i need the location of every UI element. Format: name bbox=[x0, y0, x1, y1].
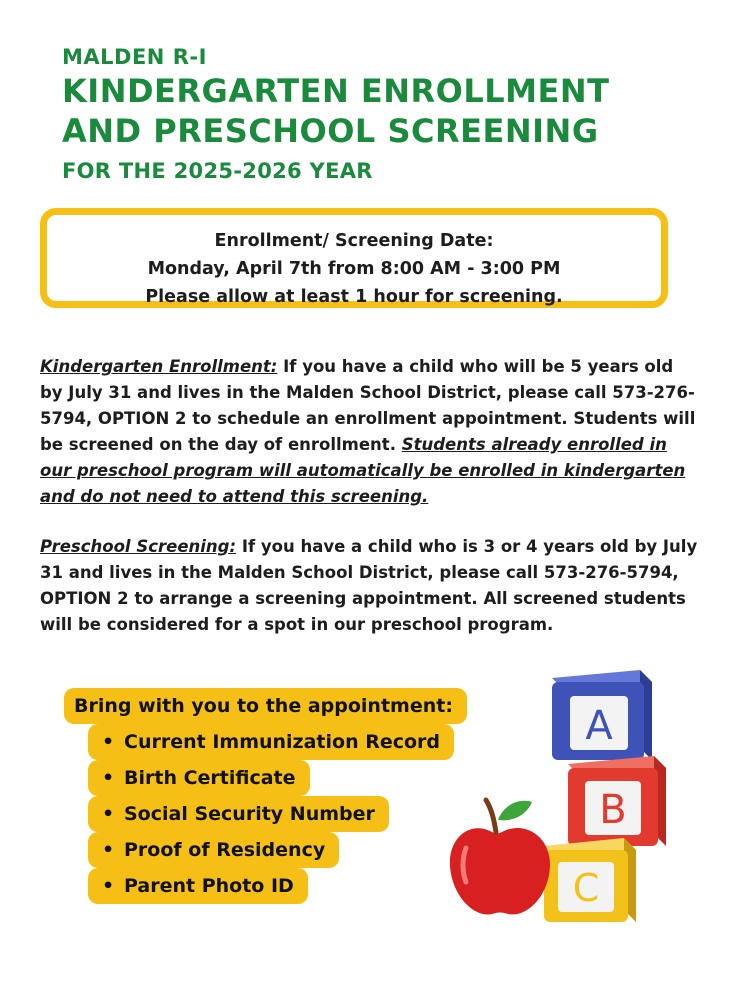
kindergarten-note: Students already enrolled in our preschool program will automatically be enrolled in kindergarten and do not need to attend this screening. bbox=[40, 435, 686, 506]
bring-item bbox=[88, 724, 454, 760]
bring-item-label: Birth Certificate bbox=[124, 767, 296, 789]
block-b bbox=[568, 756, 666, 846]
block-c-letter: C bbox=[572, 866, 600, 910]
preschool-paragraph bbox=[40, 534, 700, 638]
kindergarten-body: If you have a child who will be 5 years old by July 31 and lives in the Malden School District, please call 573-276-5794, OPTION 2 to schedule an enrollment appointment. Students will be screened on the day of enrollment. bbox=[40, 357, 696, 454]
bullet: • bbox=[102, 875, 115, 897]
bullet: • bbox=[102, 839, 115, 861]
block-c bbox=[544, 838, 636, 922]
bring-item bbox=[88, 796, 389, 832]
bring-item-label: Proof of Residency bbox=[124, 839, 326, 861]
date-box-line-1: Enrollment/ Screening Date: bbox=[214, 231, 494, 251]
date-box-line-2: Monday, April 7th from 8:00 AM - 3:00 PM bbox=[147, 259, 561, 279]
date-box bbox=[40, 208, 668, 308]
bring-item-label: Social Security Number bbox=[124, 803, 375, 825]
bullet: • bbox=[102, 803, 115, 825]
bring-heading: Bring with you to the appointment: bbox=[64, 688, 467, 724]
block-a bbox=[552, 670, 652, 760]
bring-item bbox=[88, 760, 310, 796]
block-a-letter: A bbox=[585, 703, 613, 749]
kindergarten-lead: Kindergarten Enrollment: bbox=[40, 357, 278, 376]
date-box-line-3: Please allow at least 1 hour for screening. bbox=[145, 287, 563, 307]
bring-item bbox=[88, 832, 339, 868]
block-b-letter: B bbox=[599, 787, 627, 833]
abc-blocks-apple-illustration bbox=[440, 660, 700, 930]
year-line: FOR THE 2025-2026 YEAR bbox=[62, 159, 373, 183]
preschool-lead: Preschool Screening: bbox=[40, 537, 237, 556]
district-name: MALDEN R-I bbox=[62, 45, 207, 69]
header bbox=[62, 44, 609, 184]
bullet: • bbox=[102, 731, 115, 753]
bring-item bbox=[88, 868, 308, 904]
kindergarten-paragraph bbox=[40, 354, 700, 510]
title-line-1: KINDERGARTEN ENROLLMENT bbox=[62, 72, 610, 110]
bring-item-label: Parent Photo ID bbox=[124, 875, 294, 897]
bring-item-label: Current Immunization Record bbox=[124, 731, 441, 753]
apple-icon bbox=[450, 800, 550, 914]
title-line-2: AND PRESCHOOL SCREENING bbox=[62, 112, 599, 150]
bring-list bbox=[64, 688, 467, 904]
bullet: • bbox=[102, 767, 115, 789]
preschool-body: If you have a child who is 3 or 4 years old by July 31 and lives in the Malden School District, please call 573-276-5794, OPTION 2 to arrange a screening appointment. All screened students will be considered for a spot in our preschool program. bbox=[40, 537, 698, 634]
